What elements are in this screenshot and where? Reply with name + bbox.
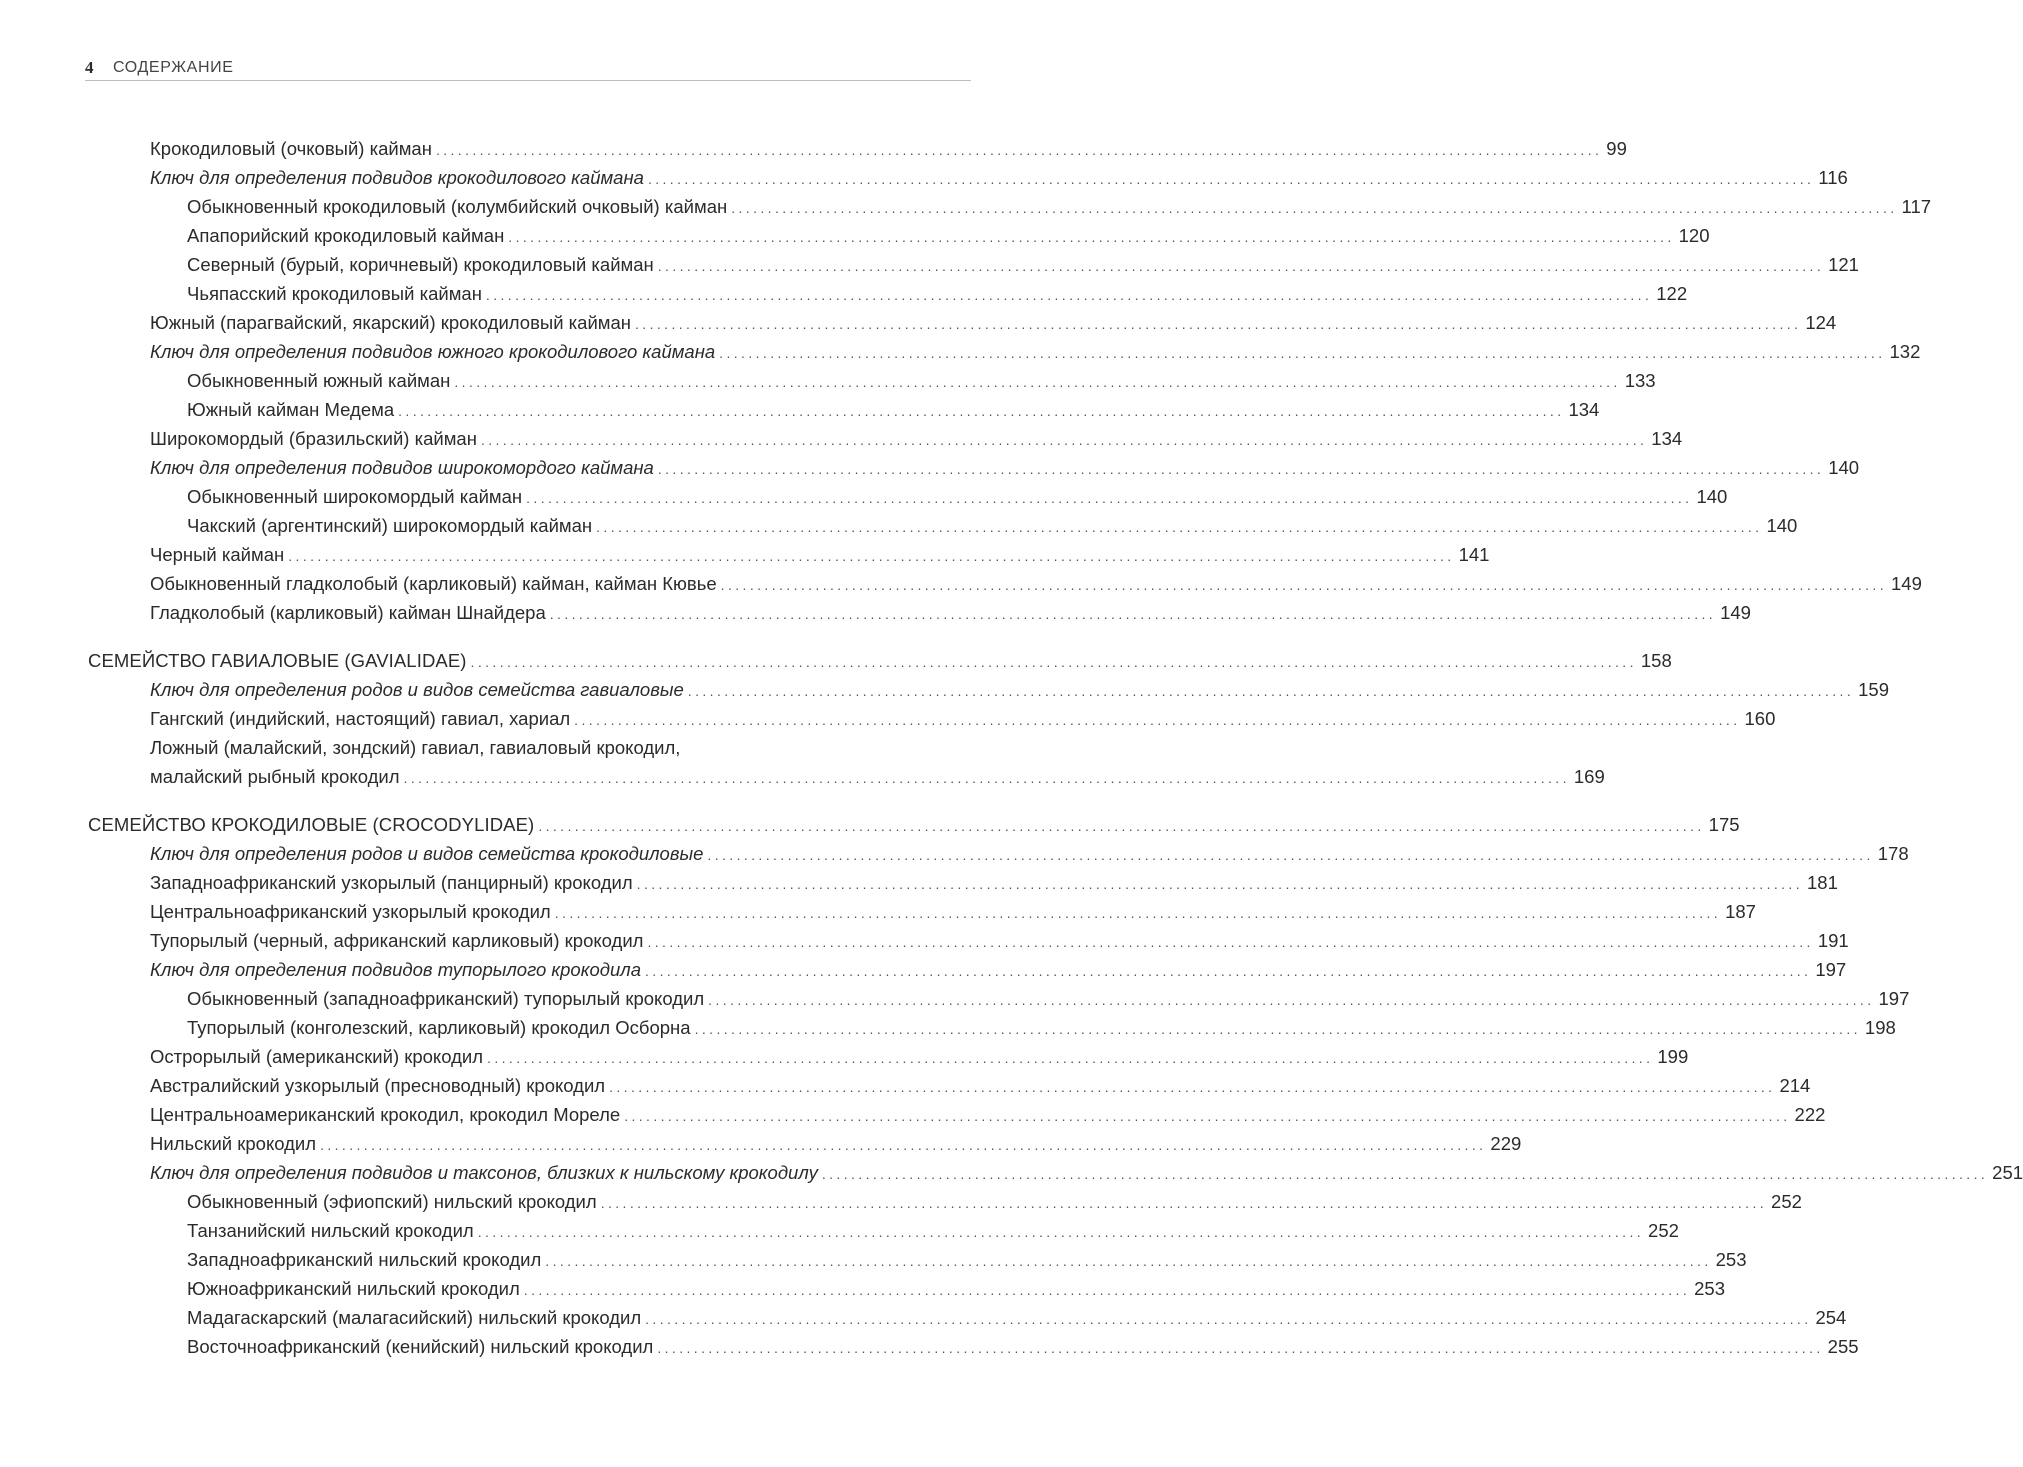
- toc-entry-title: Ключ для определения подвидов крокодилового каймана: [150, 167, 644, 188]
- toc-entry-title: Чакский (аргентинский) широкомордый кайман: [187, 515, 593, 536]
- dot-leader: ................................................................................................................................................................: [720, 577, 1888, 593]
- toc-entry[interactable]: [150, 1133, 1522, 1156]
- toc-entry-title: Мадагаскарский (малагасийский) нильский крокодил: [187, 1307, 642, 1328]
- toc-entry[interactable]: [150, 1075, 1811, 1098]
- dot-leader: ................................................................................................................................................................: [694, 1021, 1861, 1037]
- toc-entry-page: 121: [1828, 254, 1859, 275]
- toc-entry-title: Ключ для определения подвидов широкомордого каймана: [150, 457, 654, 478]
- toc-entry-title: Центральноамериканский крокодил, крокодил Мореле: [150, 1104, 621, 1125]
- toc-entry[interactable]: [150, 138, 1627, 161]
- toc-entry-page: 222: [1794, 1104, 1826, 1125]
- toc-entry-page: 253: [1694, 1278, 1725, 1299]
- toc-family-heading[interactable]: [88, 650, 1672, 673]
- dot-leader: ................................................................................................................................................................: [526, 490, 1693, 506]
- toc-entry-page: 141: [1458, 544, 1490, 565]
- toc-entry-key[interactable]: [150, 167, 1848, 190]
- toc-entry-title: Апапорийский крокодиловый кайман: [187, 225, 505, 246]
- toc-entry-page: 187: [1725, 901, 1756, 922]
- toc-entry-title: Австралийский узкорылый (пресноводный) крокодил: [150, 1075, 606, 1096]
- dot-leader: ................................................................................................................................................................: [403, 770, 1570, 786]
- toc-entry[interactable]: [150, 872, 1838, 895]
- toc-family-heading[interactable]: [88, 814, 1740, 837]
- dot-leader: ................................................................................................................................................................: [647, 171, 1815, 187]
- toc-entry-page: 133: [1624, 370, 1656, 391]
- page-number: 4: [85, 58, 94, 77]
- dot-leader: ................................................................................................................................................................: [398, 403, 1565, 419]
- toc-entry-page: 175: [1708, 814, 1740, 835]
- toc-entry-page: 99: [1606, 138, 1627, 159]
- running-title: СОДЕРЖАНИЕ: [113, 59, 234, 76]
- toc-entry-key[interactable]: [150, 341, 1921, 364]
- toc-entry-title: Тупорылый (черный, африканский карликовый) крокодил: [150, 930, 644, 951]
- dot-leader: ................................................................................................................................................................: [523, 1282, 1691, 1298]
- toc-subentry[interactable]: [187, 1336, 1859, 1359]
- dot-leader: ................................................................................................................................................................: [731, 200, 1898, 216]
- dot-leader: ................................................................................................................................................................: [647, 934, 1814, 950]
- toc-subentry[interactable]: [187, 254, 1859, 277]
- toc-entry-page: 252: [1648, 1220, 1679, 1241]
- toc-entry-title: Обыкновенный (эфиопский) нильский крокодил: [187, 1191, 597, 1212]
- dot-leader: ................................................................................................................................................................: [485, 287, 1653, 303]
- toc-entry[interactable]: [150, 901, 1756, 924]
- toc-subentry[interactable]: [187, 225, 1710, 248]
- toc-subentry[interactable]: [187, 1191, 1802, 1214]
- dot-leader: ................................................................................................................................................................: [454, 374, 1621, 390]
- toc-entry-title: Танзанийский нильский крокодил: [187, 1220, 474, 1241]
- toc-entry[interactable]: [150, 428, 1683, 451]
- dot-leader: ................................................................................................................................................................: [549, 606, 1717, 622]
- toc-subentry[interactable]: [187, 988, 1910, 1011]
- dot-leader: ................................................................................................................................................................: [320, 1137, 1487, 1153]
- toc-entry-page: 197: [1878, 988, 1910, 1009]
- toc-entry-title: Ложный (малайский, зондский) гавиал, гавиаловый крокодил,: [150, 737, 681, 758]
- toc-entry-title: Острорылый (американский) крокодил: [150, 1046, 484, 1067]
- toc-entry-page: 149: [1720, 602, 1751, 623]
- dot-leader: ................................................................................................................................................................: [636, 876, 1804, 892]
- toc-entry-title: Западноафриканский узкорылый (панцирный) крокодил: [150, 872, 633, 893]
- toc-entry-title: Южный (парагвайский, якарский) крокодиловый кайман: [150, 312, 632, 333]
- toc-entry-page: 251: [1992, 1162, 2023, 1183]
- toc-entry-page: 160: [1744, 708, 1776, 729]
- toc-entry[interactable]: [150, 544, 1490, 567]
- toc-entry-title: Широкомордый (бразильский) кайман: [150, 428, 477, 449]
- dot-leader: ................................................................................................................................................................: [288, 548, 1455, 564]
- toc-entry-title: малайский рыбный крокодил: [150, 766, 400, 787]
- toc-entry-title: Обыкновенный южный кайман: [187, 370, 451, 391]
- dot-leader: ................................................................................................................................................................: [644, 963, 1812, 979]
- toc-entry-page: 229: [1490, 1133, 1522, 1154]
- toc-entry-page: 140: [1766, 515, 1798, 536]
- toc-entry-title: Ключ для определения родов и видов семейства гавиаловые: [150, 679, 684, 700]
- toc-entry-page: 134: [1651, 428, 1683, 449]
- toc-entry[interactable]: [150, 708, 1776, 731]
- dot-leader: ................................................................................................................................................................: [609, 1079, 1776, 1095]
- toc-entry-title: Ключ для определения подвидов и таксонов, близких к нильскому крокодилу: [150, 1162, 818, 1183]
- toc-entry-page: 197: [1815, 959, 1847, 980]
- toc-entry-first-line[interactable]: [150, 737, 936, 759]
- dot-leader: ................................................................................................................................................................: [657, 258, 1825, 274]
- dot-leader: ................................................................................................................................................................: [477, 1224, 1645, 1240]
- dot-leader: ................................................................................................................................................................: [821, 1166, 1989, 1182]
- toc-entry-title: Гладколобый (карликовый) кайман Шнайдера: [150, 602, 546, 623]
- toc-entry-title: Ключ для определения подвидов южного крокодилового каймана: [150, 341, 716, 362]
- toc-entry-title: Чьяпасский крокодиловый кайман: [187, 283, 482, 304]
- dot-leader: ................................................................................................................................................................: [624, 1108, 1791, 1124]
- dot-leader: ................................................................................................................................................................: [480, 432, 1648, 448]
- toc-entry-page: 191: [1817, 930, 1849, 951]
- toc-entry-page: 252: [1771, 1191, 1802, 1212]
- dot-leader: ................................................................................................................................................................: [719, 345, 1886, 361]
- dot-leader: ................................................................................................................................................................: [508, 229, 1675, 245]
- dot-leader: ................................................................................................................................................................: [657, 1340, 1824, 1356]
- dot-leader: ................................................................................................................................................................: [635, 316, 1802, 332]
- toc-entry-title: Южноафриканский нильский крокодил: [187, 1278, 520, 1299]
- dot-leader: ................................................................................................................................................................: [470, 654, 1637, 670]
- toc-subentry[interactable]: [187, 1249, 1747, 1272]
- toc-subentry[interactable]: [187, 283, 1688, 306]
- dot-leader: ................................................................................................................................................................: [538, 818, 1705, 834]
- dot-leader: ................................................................................................................................................................: [574, 712, 1741, 728]
- toc-entry-title: Обыкновенный крокодиловый (колумбийский очковый) кайман: [187, 196, 728, 217]
- toc-entry-page: 117: [1901, 196, 1932, 217]
- toc-entry[interactable]: [150, 1046, 1689, 1069]
- toc-entry-title: Восточноафриканский (кенийский) нильский крокодил: [187, 1336, 654, 1357]
- toc-entry-title: Обыкновенный (западноафриканский) тупорылый крокодил: [187, 988, 705, 1009]
- dot-leader: ................................................................................................................................................................: [596, 519, 1763, 535]
- toc-subentry[interactable]: [187, 1017, 1896, 1040]
- toc-entry-key[interactable]: [150, 959, 1847, 982]
- toc-subentry[interactable]: [187, 486, 1728, 509]
- toc-entry-page: 158: [1640, 650, 1672, 671]
- toc-entry-page: 178: [1877, 843, 1909, 864]
- toc-entry-key[interactable]: [150, 679, 1889, 702]
- toc-entry-title: Тупорылый (конголезский, карликовый) крокодил Осборна: [187, 1017, 691, 1038]
- toc-entry-key[interactable]: [150, 1162, 2023, 1185]
- dot-leader: ................................................................................................................................................................: [435, 142, 1603, 158]
- toc-entry-page: 132: [1889, 341, 1921, 362]
- toc-subentry[interactable]: [187, 1307, 1847, 1330]
- toc-entry[interactable]: [150, 573, 1922, 596]
- toc-subentry[interactable]: [187, 1220, 1679, 1243]
- toc-entry-title: Гангский (индийский, настоящий) гавиал, хариал: [150, 708, 571, 729]
- toc-entry-page: 199: [1657, 1046, 1689, 1067]
- toc-subentry[interactable]: [187, 1278, 1725, 1301]
- toc-entry-title: СЕМЕЙСТВО ГАВИАЛОВЫЕ (GAVIALIDAE): [88, 650, 467, 671]
- toc-entry-page: 254: [1815, 1307, 1847, 1328]
- toc-entry-title: Южный кайман Медема: [187, 399, 395, 420]
- toc-entry-key[interactable]: [150, 457, 1860, 480]
- dot-leader: ................................................................................................................................................................: [545, 1253, 1712, 1269]
- toc-entry-title: СЕМЕЙСТВО КРОКОДИЛОВЫЕ (CROCODYLIDAE): [88, 814, 535, 835]
- dot-leader: ................................................................................................................................................................: [657, 461, 1825, 477]
- toc-entry-title: Центральноафриканский узкорылый крокодил: [150, 901, 551, 922]
- toc-entry-page: 140: [1696, 486, 1728, 507]
- dot-leader: ................................................................................................................................................................: [600, 1195, 1768, 1211]
- toc-entry-title: Нильский крокодил: [150, 1133, 317, 1154]
- toc-entry-title: Западноафриканский нильский крокодил: [187, 1249, 542, 1270]
- dot-leader: ................................................................................................................................................................: [708, 992, 1875, 1008]
- toc-entry-page: 214: [1779, 1075, 1811, 1096]
- toc-entry[interactable]: [150, 930, 1849, 953]
- dot-leader: ................................................................................................................................................................: [554, 905, 1722, 921]
- toc-entry-page: 159: [1858, 679, 1889, 700]
- toc-entry-page: 255: [1827, 1336, 1859, 1357]
- toc-entry-key[interactable]: [150, 843, 1909, 866]
- toc-entry-title: Крокодиловый (очковый) кайман: [150, 138, 432, 159]
- dot-leader: ................................................................................................................................................................: [645, 1311, 1812, 1327]
- dot-leader: ................................................................................................................................................................: [707, 847, 1874, 863]
- toc-entry-title: Обыкновенный широкомордый кайман: [187, 486, 523, 507]
- toc-entry-page: 116: [1818, 167, 1848, 188]
- toc-entry[interactable]: [150, 1104, 1826, 1127]
- toc-entry-page: 181: [1807, 872, 1838, 893]
- toc-entry-page: 140: [1828, 457, 1860, 478]
- toc-entry-page: 253: [1715, 1249, 1747, 1270]
- toc-entry-title: Северный (бурый, коричневый) крокодиловый кайман: [187, 254, 654, 275]
- toc-entry[interactable]: [150, 312, 1837, 335]
- toc-entry-page: 124: [1805, 312, 1837, 333]
- toc-entry-continuation[interactable]: [150, 766, 1605, 789]
- toc-subentry[interactable]: [187, 515, 1798, 538]
- toc-entry-page: 198: [1864, 1017, 1896, 1038]
- toc-entry[interactable]: [150, 602, 1751, 625]
- dot-leader: ................................................................................................................................................................: [487, 1050, 1654, 1066]
- toc-entry-page: 120: [1678, 225, 1710, 246]
- toc-entry-title: Обыкновенный гладколобый (карликовый) кайман, кайман Кювье: [150, 573, 717, 594]
- toc-entry-page: 149: [1891, 573, 1922, 594]
- toc-entry-title: Ключ для определения подвидов тупорылого крокодила: [150, 959, 641, 980]
- toc-entry-page: 122: [1656, 283, 1688, 304]
- toc-subentry[interactable]: [187, 399, 1600, 422]
- toc-entry-page: 134: [1568, 399, 1600, 420]
- toc-entry-title: Ключ для определения родов и видов семейства крокодиловые: [150, 843, 704, 864]
- toc-entry-page: 169: [1573, 766, 1605, 787]
- toc-subentry[interactable]: [187, 196, 1932, 219]
- page-header: [85, 58, 971, 81]
- toc-subentry[interactable]: [187, 370, 1656, 393]
- toc-entry-title: Черный кайман: [150, 544, 285, 565]
- dot-leader: ................................................................................................................................................................: [687, 683, 1855, 699]
